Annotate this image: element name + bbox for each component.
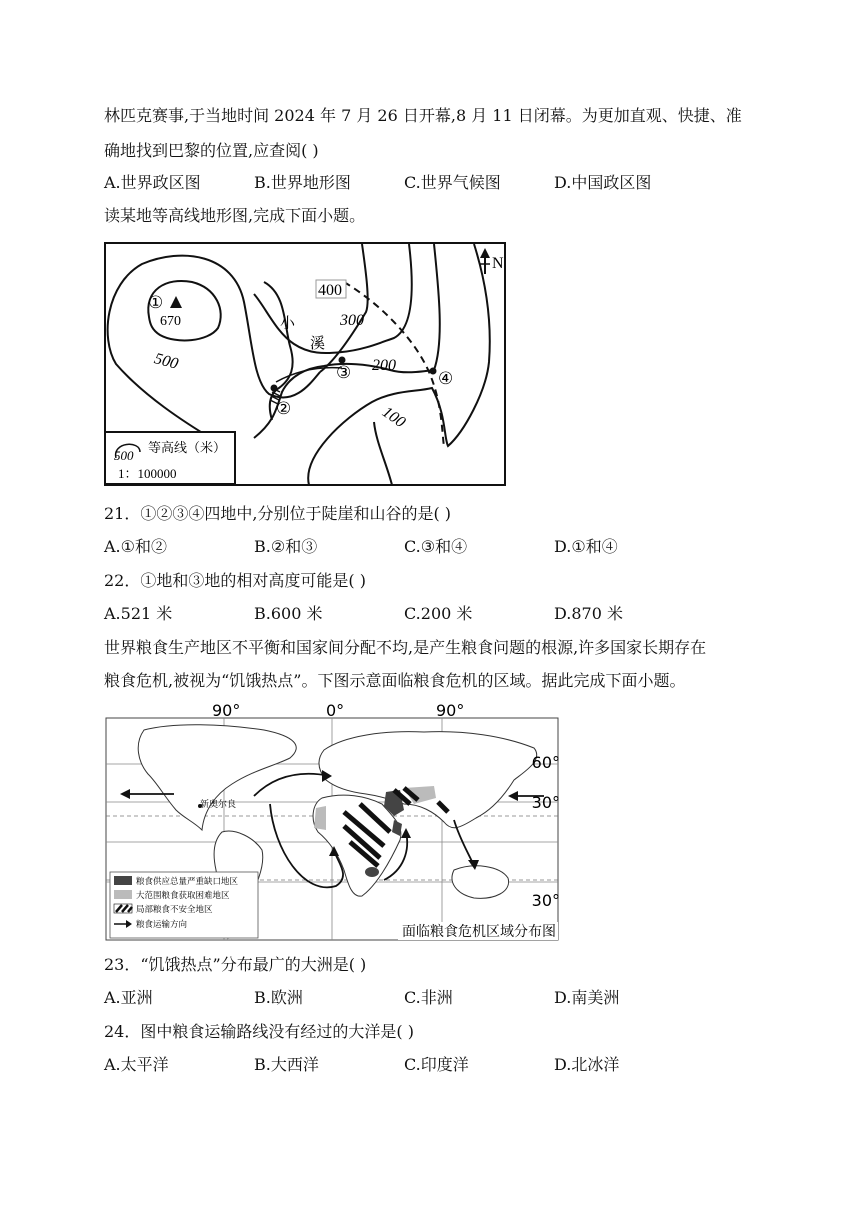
stream-char-1: 小	[280, 316, 296, 332]
q23-stem: 23．“饥饿热点”分布最广的大洲是( )	[104, 955, 367, 974]
point-1-label: ①	[148, 293, 164, 312]
contour-intro: 读某地等高线地形图,完成下面小题。	[104, 206, 366, 225]
paris-option-b: B.世界地形图	[254, 173, 351, 192]
intro-line-2: 确地找到巴黎的位置,应查阅( )	[104, 141, 319, 160]
q21-option-d: D.①和④	[554, 537, 618, 556]
crisis-severe-south-africa	[365, 867, 379, 877]
legend-scale: 1：100000	[118, 466, 177, 481]
legend-contour-text: 等高线（米）	[148, 440, 227, 455]
paris-option-d: D.中国政区图	[554, 173, 652, 192]
world-map-title: 面临粮食危机区域分布图	[402, 924, 556, 940]
q24-option-a: A.太平洋	[104, 1055, 169, 1074]
legend-severe-swatch	[114, 876, 132, 885]
q23-option-a: A.亚洲	[104, 988, 153, 1007]
point-4-dot	[430, 368, 437, 375]
point-2-dot	[271, 385, 278, 392]
food-intro-line-1: 世界粮食生产地区不平衡和国家间分配不均,是产生粮食问题的根源,许多国家长期存在	[104, 638, 707, 657]
paris-option-a: A.世界政区图	[104, 173, 201, 192]
contour-label-100: 100	[379, 403, 409, 432]
q22-stem: 22．①地和③地的相对高度可能是( )	[104, 571, 366, 590]
contour-label-500: 500	[152, 350, 180, 373]
q21-option-b: B.②和③	[254, 537, 318, 556]
legend-local-text: 局部粮食不安全地区	[136, 905, 213, 915]
q21-stem: 21．①②③④四地中,分别位于陡崖和山谷的是( )	[104, 504, 452, 523]
point-4-label: ④	[438, 369, 454, 388]
intro-line-1: 林匹克赛事,于当地时间 2024 年 7 月 26 日开幕,8 月 11 日闭幕。为更加直观、快捷、准	[104, 106, 742, 125]
lon-label-0: 0°	[326, 701, 345, 720]
north-label: N	[492, 255, 504, 272]
q24-option-c: C.印度洋	[404, 1055, 469, 1074]
q24-option-b: B.大西洋	[254, 1055, 319, 1074]
legend-difficult-swatch	[114, 890, 132, 899]
contour-label-200: 200	[372, 357, 396, 374]
q23-option-c: C.非洲	[404, 988, 453, 1007]
point-3-label: ③	[336, 363, 352, 382]
contour-label-400: 400	[318, 282, 342, 299]
paris-option-c: C.世界气候图	[404, 173, 501, 192]
q24-stem: 24．图中粮食运输路线没有经过的大洋是( )	[104, 1022, 414, 1041]
q22-option-d: D.870 米	[554, 604, 623, 623]
q22-option-a: A.521 米	[104, 604, 173, 623]
legend-contour-value: 500	[114, 448, 134, 463]
city-label: 新奥尔良	[200, 800, 237, 810]
q21-option-a: A.①和②	[104, 537, 167, 556]
lon-label-90e: 90°	[436, 701, 465, 720]
contour-map	[104, 242, 506, 486]
q22-option-b: B.600 米	[254, 604, 323, 623]
q24-option-d: D.北冰洋	[554, 1055, 620, 1074]
peak-elevation: 670	[160, 314, 181, 329]
stream-char-2: 溪	[310, 336, 326, 352]
lat-label-60: 60°	[531, 753, 560, 772]
q23-option-d: D.南美洲	[554, 988, 620, 1007]
legend-arrow-text: 粮食运输方向	[136, 920, 188, 930]
point-2-label: ②	[276, 399, 292, 418]
food-intro-line-2: 粮食危机,被视为“饥饿热点”。下图示意面临粮食危机的区域。据此完成下面小题。	[104, 671, 686, 690]
q21-option-c: C.③和④	[404, 537, 468, 556]
lat-label-30n: 30°	[531, 793, 560, 812]
lat-label-30s: 30°	[531, 891, 560, 910]
world-food-crisis-map	[104, 700, 560, 942]
contour-label-300: 300	[340, 312, 364, 329]
legend-severe-text: 粮食供应总量严重缺口地区	[136, 877, 239, 887]
q23-option-b: B.欧洲	[254, 988, 303, 1007]
legend-difficult-text: 大范围粮食获取困难地区	[136, 891, 230, 901]
lon-label-90w: 90°	[212, 701, 241, 720]
q22-option-c: C.200 米	[404, 604, 473, 623]
